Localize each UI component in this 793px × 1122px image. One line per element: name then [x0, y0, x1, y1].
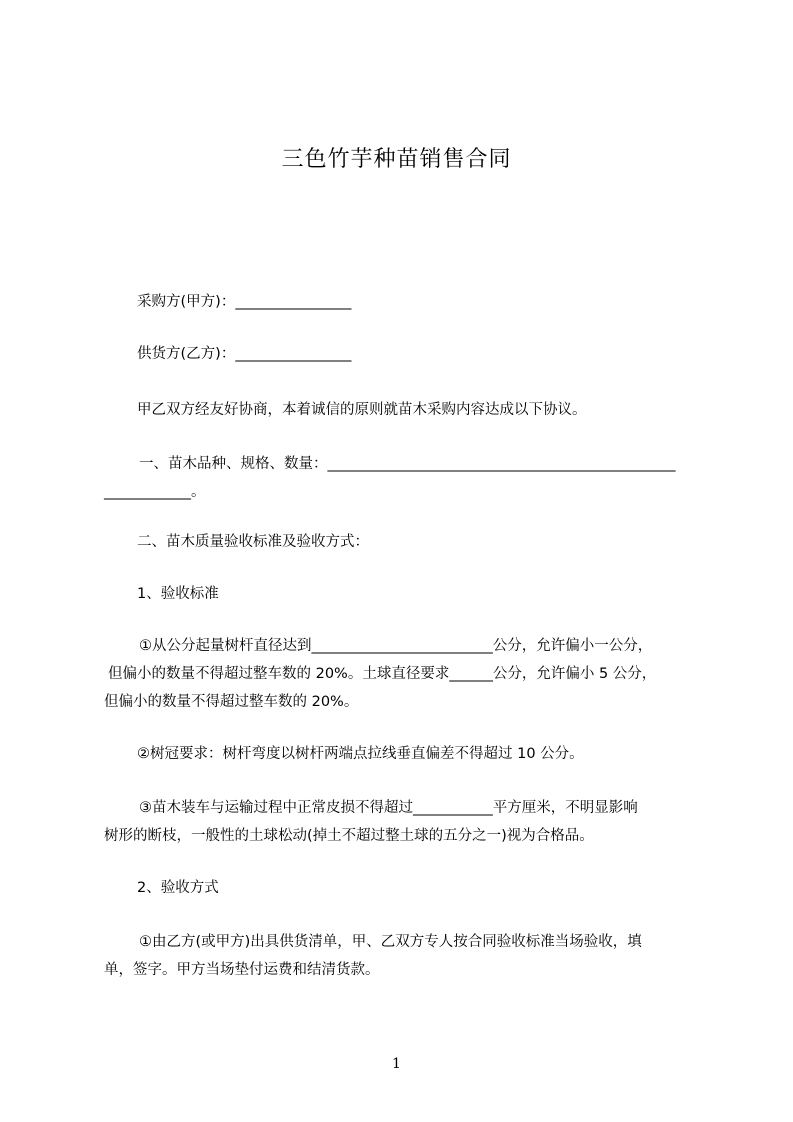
section-2-heading: 二、苗木质量验收标准及验收方式： — [137, 534, 369, 550]
clause-3-line-2: 树形的断枝，一般性的土球松动(掉土不超过整土球的五分之一)视为合格品。 — [104, 828, 594, 844]
method-clause-line-1: ①由乙方(或甲方)出具供货清单，甲、乙双方专人按合同验收标准当场验收，填 — [139, 934, 642, 950]
section-1-continuation: ____________。 — [104, 484, 206, 500]
clause-1-line-3: 但偏小的数量不得超过整车数的 20%。 — [104, 694, 359, 710]
subsection-2-heading: 2、验收方式 — [137, 880, 219, 896]
clause-3-line-1: ③苗木装车与运输过程中正常皮损不得超过___________平方厘米，不明显影响 — [139, 800, 638, 816]
supplier-line: 供货方(乙方)：________________ — [137, 346, 352, 362]
section-1-heading: 一、苗木品种、规格、数量：________________________________________________ — [139, 456, 676, 472]
clause-1-line-2: 但偏小的数量不得超过整车数的 20%。土球直径要求______公分，允许偏小 5 公分， — [108, 666, 657, 682]
page-number: 1 — [392, 1056, 401, 1072]
subsection-1-heading: 1、验收标准 — [137, 586, 219, 602]
method-clause-line-2: 单，签字。甲方当场垫付运费和结清货款。 — [104, 962, 380, 978]
document-title: 三色竹芋种苗销售合同 — [281, 147, 512, 172]
clause-1-line-1: ①从公分起量树杆直径达到_________________________公分，允许偏小一公分， — [139, 638, 653, 654]
buyer-line: 采购方(甲方)：________________ — [137, 294, 352, 310]
clause-2-line: ②树冠要求：树杆弯度以树杆两端点拉线垂直偏差不得超过 10 公分。 — [137, 746, 584, 762]
intro-paragraph: 甲乙双方经友好协商，本着诚信的原则就苗木采购内容达成以下协议。 — [137, 402, 587, 418]
